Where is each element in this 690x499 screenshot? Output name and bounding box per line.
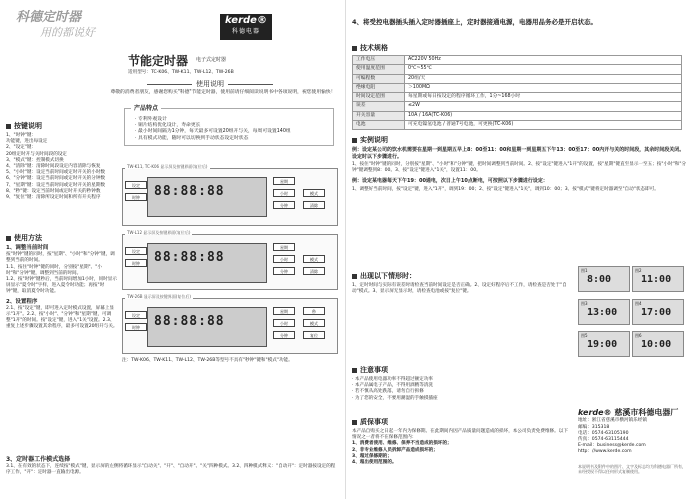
week-button[interactable]: 星期 <box>273 307 295 315</box>
step-4: 4、将受控电器插头插入定时器插座上，定时器接通电源，电器用品务必是开启状态。 <box>352 18 598 26</box>
minute-button[interactable]: 分钟 <box>273 201 295 209</box>
spec-heading <box>352 44 682 53</box>
hour-button[interactable]: 小时 <box>273 189 295 197</box>
spec-value: 0℃~55℃ <box>405 65 682 74</box>
figure-label: 图3 <box>581 300 588 306</box>
warranty-item: 4、超出使用范围的。 <box>352 460 397 466</box>
example-figure <box>632 331 684 357</box>
figure-label: 图1 <box>581 268 588 273</box>
lcd-display <box>147 243 267 283</box>
notice-heading <box>352 366 572 375</box>
example-heading <box>352 136 687 145</box>
example-figure <box>632 299 684 325</box>
button-desc: 功能键，进出每设定 <box>6 139 48 145</box>
buttons-heading-text: 按键说明 <box>14 122 42 130</box>
spec-key: 时间设定范围 <box>353 93 405 102</box>
status-heading <box>352 272 572 281</box>
brand-logo-cn: 科德电器 <box>231 28 260 35</box>
feature-item: · 专利外观设计 <box>135 117 167 122</box>
button-desc: 6、"分钟"键：设定当前时间或定时开关的分钟数 <box>6 176 106 182</box>
panel-note: 注：TW-K06、TW-K11、TW-L12、TW-26B等型号不具有"秒钟"键和"模式"功能。 <box>122 358 293 363</box>
button-desc: 20组定时开与关时间段的设定 <box>6 151 67 157</box>
hour-button[interactable]: 小时 <box>273 255 295 263</box>
button-desc: 8、"秒"键：设定当前时间或定时开关的秒钟数 <box>6 188 101 194</box>
bullet-square-icon <box>6 236 11 241</box>
feature-item: · 铜片结构优化设计，寿命更长 <box>135 123 201 129</box>
clock-button[interactable]: 时钟 <box>125 193 147 201</box>
usage-text: 1.1、按住"时钟"键的同时，分别按"星期"、"小时"和"分钟"键，调整到当前的时间。 <box>6 264 102 276</box>
button-desc: 1、"时钟"键： <box>6 133 37 139</box>
company-zip: 邮编：315318 <box>578 424 610 430</box>
figure-label: 图5 <box>581 333 588 338</box>
example-2: 1、按住"时钟"键的同时，分别按"星期"、"小时"和"分钟"键，把时间调整到当前时间。2、按"设定"键进入"1开"的设置，按"星期"键直至显示一至五；按"小时"和"分钟"键调整到8：00。3、按"设定"键进入"1关"，设置11：00。 <box>352 162 687 174</box>
spec-value: ≤2W <box>405 102 682 111</box>
clear-button[interactable]: 清除 <box>303 267 325 275</box>
company-address: 地址：浙江省慈溪市横河镇乐经镇 <box>578 418 647 424</box>
second-button[interactable]: 秒 <box>303 307 325 315</box>
set-button[interactable]: 设定 <box>125 181 147 189</box>
mode-button[interactable]: 模式 <box>303 319 325 327</box>
warranty-heading-text: 质保事项 <box>360 418 388 426</box>
warranty-heading <box>352 418 572 427</box>
example-3: 例：设定某电器每天下午19：00通电，次日上午10点断电，可按照以下步骤进行设定： <box>352 178 548 185</box>
intro-text: 尊敬的消费者朋友，感谢您购买"科德"节能定时器，使用前请仔细阅读说明书中各项说明，祝您使用愉快！ <box>110 90 336 95</box>
company-name: 慈溪市科德电器厂 <box>614 408 679 417</box>
lcd-digits: 88:88:88 <box>154 184 225 199</box>
usage-section <box>6 230 118 330</box>
bullet-square-icon <box>352 46 357 51</box>
notice-item: · 本产品属电子产品，不得用酒精等清洗 <box>352 383 434 389</box>
usage-heading <box>6 234 118 243</box>
brand-slogan-line2: 用的都说好 <box>40 26 95 39</box>
spec-key: 使用温度范围 <box>353 65 405 74</box>
clock-button[interactable]: 时钟 <box>125 323 147 331</box>
hour-button[interactable]: 小时 <box>273 319 295 327</box>
table-row <box>353 102 682 111</box>
spec-table <box>352 55 682 130</box>
status-heading-text: 出现以下情形时： <box>360 272 416 280</box>
spec-key: 可编程数 <box>353 74 405 83</box>
brand-logo-en: kerde® <box>225 15 267 26</box>
lcd-display <box>147 307 267 347</box>
minute-button[interactable]: 分钟 <box>273 267 295 275</box>
buttons-heading <box>6 122 118 131</box>
bullet-square-icon <box>6 124 11 129</box>
spec-value: 20组/天 <box>405 74 682 83</box>
manual-header-text: 使用说明 <box>196 80 224 88</box>
notice-item: · 为了您的安全，不要用潮湿的手触摸插座 <box>352 395 438 401</box>
example-figures <box>578 266 686 364</box>
usage-sub1: 1、调整当前时间 <box>6 245 49 252</box>
spec-key: 电池 <box>353 120 405 129</box>
bullet-square-icon <box>352 274 357 279</box>
brand-logo <box>220 14 272 40</box>
minute-button[interactable]: 分钟 <box>273 331 295 339</box>
notice-section <box>352 362 572 402</box>
warranty-section <box>352 414 572 466</box>
button-desc: 5、"小时"键：设定当前时间或定时开关的小时数 <box>6 170 106 176</box>
spec-key: 绝缘电阻 <box>353 83 405 92</box>
warranty-text: 本产品自购买之日起一年内为保修期。在此期间内因产品质量问题造成的损坏，本公司负责免费维修。以下情况之一者将不在保修范围内： <box>352 429 568 441</box>
notice-heading-text: 注意事项 <box>360 366 388 374</box>
button-desc: 9、"复位"键：清除所设定时间和所有开关程序 <box>6 194 101 200</box>
spec-value: 10A / 16A(TC-K06) <box>405 111 682 120</box>
device-panel-1 <box>122 164 338 226</box>
spec-value: AC220V 50Hz <box>405 56 682 65</box>
page-subtitle: 电子式定时器 <box>196 57 227 63</box>
example-figure <box>578 331 630 357</box>
figure-digits: 17:00 <box>641 306 672 318</box>
clear-button[interactable]: 清除 <box>303 201 325 209</box>
notice-item: · 本产品使用电器功率不得超过额定功率 <box>352 377 434 383</box>
manual-header <box>110 80 310 89</box>
usage-heading-text: 使用方法 <box>14 234 42 242</box>
week-button[interactable]: 星期 <box>273 243 295 251</box>
spec-key: 开关容量 <box>353 111 405 120</box>
table-row <box>353 56 682 65</box>
company-logo: kerde® <box>578 408 612 417</box>
usage-text: 按"时钟"键的同时，按"星期"、"小时"和"分钟"键，调整到当前的时间。 <box>6 252 115 264</box>
button-desc: 4、"清除"键：清除时间段设定内容清除与恢复 <box>6 164 101 170</box>
mode-text: 3.1、在有效的状态下，连续按"模式"键，显示屏的左侧将循环显示"自动关"、"开"、"自动开"、"关"四种模式。3.2、四种模式释义："自动开"：定时器按设定的程序工作，"开"：定时器一直输出电源。 <box>6 463 336 475</box>
company-header <box>578 408 686 418</box>
features-box <box>124 105 334 146</box>
spec-value: 每星期或每日按设定的程序循环工作，1分~168小时 <box>405 93 682 102</box>
bullet-square-icon <box>352 420 357 425</box>
example-section <box>352 132 687 193</box>
spec-value: 可充电镍氢电池 / 普通7号电池，可更换(TC-K06) <box>405 120 682 129</box>
set-button[interactable]: 设定 <box>125 247 147 255</box>
company-tel: 电话：0574-63105190 <box>578 430 629 436</box>
feature-item: · 具有模式功能，随时可以切换到手动状态设定时状态 <box>135 135 249 141</box>
notice-item: · 若不慎从高处跌落，请勿自行拆修 <box>352 389 424 395</box>
right-page <box>345 0 690 499</box>
table-row <box>353 83 682 92</box>
bullet-square-icon <box>352 368 357 373</box>
reset-button[interactable]: 复位 <box>303 331 325 339</box>
figure-digits: 13:00 <box>587 306 618 318</box>
company-fax: 传真：0574-63115444 <box>578 436 629 442</box>
button-desc: 7、"星期"键：设定当前时间或定时开关的星期数 <box>6 182 106 188</box>
mode-section <box>6 456 336 476</box>
bullet-square-icon <box>352 138 357 143</box>
page-title: 节能定时器 <box>128 54 189 68</box>
table-row <box>353 93 682 102</box>
example-heading-text: 实例说明 <box>360 136 388 144</box>
spec-section <box>352 40 682 130</box>
panel-caption: TW-L12 显示屏及按键界面(复位后) <box>127 230 191 235</box>
warranty-item: 2、非专业维修人员拆卸产品造成损坏的； <box>352 447 438 453</box>
copyright-note: 本说明书及附件中的图片、文字及标志均为科德电器厂所有，未经授权不得以任何形式复制使用。 <box>578 463 686 474</box>
model-list: 适用型号：TC-K06、TW-K11、TW-L12、TW-26B <box>128 70 234 75</box>
device-panel-2 <box>122 230 338 290</box>
spec-key: 工作电压 <box>353 56 405 65</box>
warranty-item: 1、消费者使用、维修、保养不当造成的损坏的； <box>352 441 452 447</box>
status-text: 1、定时时间与实际有误差时请检查当前时间设定是否正确。2、设定好程序后不工作，请检查是否处于"自动"模式。3、显示屏无显示时，请检查电池或按"复位"键。 <box>352 283 567 295</box>
warranty-item: 3、超过保修期的； <box>352 453 392 459</box>
table-row <box>353 65 682 74</box>
company-website[interactable]: http：//www.kerde.com <box>578 449 632 455</box>
lcd-digits: 88:88:88 <box>154 314 225 329</box>
table-row <box>353 120 682 129</box>
device-panel-3 <box>122 294 338 354</box>
button-desc: 2、"设定"键： <box>6 145 37 151</box>
spec-value: ＞100MΩ <box>405 83 682 92</box>
spec-heading-text: 技术规格 <box>360 44 388 52</box>
figure-digits: 19:00 <box>587 339 618 350</box>
example-4: 1、调整好当前时间，按"设定"键，进入"1开"，调到19：00；2、按"设定"键进入"1关"，调到10：00；3、按"模式"键将定时器调至"自动"状态即可。 <box>352 186 659 192</box>
figure-label: 图2 <box>635 268 642 273</box>
company-email[interactable]: E-mail：business@kerde.com <box>578 443 646 449</box>
table-row <box>353 111 682 120</box>
figure-digits: 11:00 <box>641 274 672 285</box>
spec-key: 误差 <box>353 102 405 111</box>
lcd-display <box>147 177 267 217</box>
program-sub: 2、设置程序 <box>6 298 38 305</box>
table-row <box>353 74 682 83</box>
company-info <box>578 408 686 474</box>
figure-label: 图6 <box>635 333 642 338</box>
buttons-section <box>6 118 118 201</box>
example-figure <box>578 299 630 325</box>
mode-button[interactable]: 模式 <box>303 255 325 263</box>
status-section <box>352 268 572 295</box>
mode-button[interactable]: 模式 <box>303 189 325 197</box>
clock-button[interactable]: 时钟 <box>125 259 147 267</box>
usage-text: 1.2、按"时钟"键秒后，当前时间增加1小时，同时显示屏显示"夏令时"字样，进入夏令时功能；再按"时钟"键，取消夏令时功能。 <box>6 276 117 295</box>
set-button[interactable]: 设定 <box>125 311 147 319</box>
features-title: 产品特点 <box>131 105 161 113</box>
mode-sub: 3、定时器工作模式选择 <box>6 456 71 463</box>
lcd-digits: 88:88:88 <box>154 250 225 265</box>
brand-slogan-line1: 科德定时器 <box>16 10 82 25</box>
figure-digits: 8:00 <box>587 274 612 285</box>
example-figure <box>578 266 630 292</box>
panel-caption: TW-K11, TC-K06 显示屏及按键界面(复位后) <box>127 164 208 169</box>
figure-label: 图4 <box>635 300 642 306</box>
feature-item: · 最小时间间隔为1分钟，每天最多可设置20组开与关，每周可设置140组 <box>135 129 291 135</box>
panel-caption: TW-26B 显示屏及按键界面(复位后) <box>127 294 191 299</box>
week-button[interactable]: 星期 <box>273 177 295 185</box>
program-text: 2.1、按"设定"键，即可进入定时模式设置，屏幕上显示"1开"。2.2、按"小时"、"分钟"和"星期"键，可调整"1开"的时间。按"设定"键，进入"1关"设置。2.3、重复上述步骤设置其余程序，最多可设置20组开与关。 <box>6 305 118 330</box>
example-1: 例：设定某公司的饮水机需要在星期一到星期五早上8：00至11：00和星期一到星期五下午13：00至17：00内开与关的时间段，其余时间段关闭。设定时以下步骤进行。 <box>352 147 685 160</box>
button-desc: 3、"模式"键：控制模式切换 <box>6 157 64 163</box>
figure-digits: 10:00 <box>641 339 672 350</box>
example-figure <box>632 266 684 292</box>
